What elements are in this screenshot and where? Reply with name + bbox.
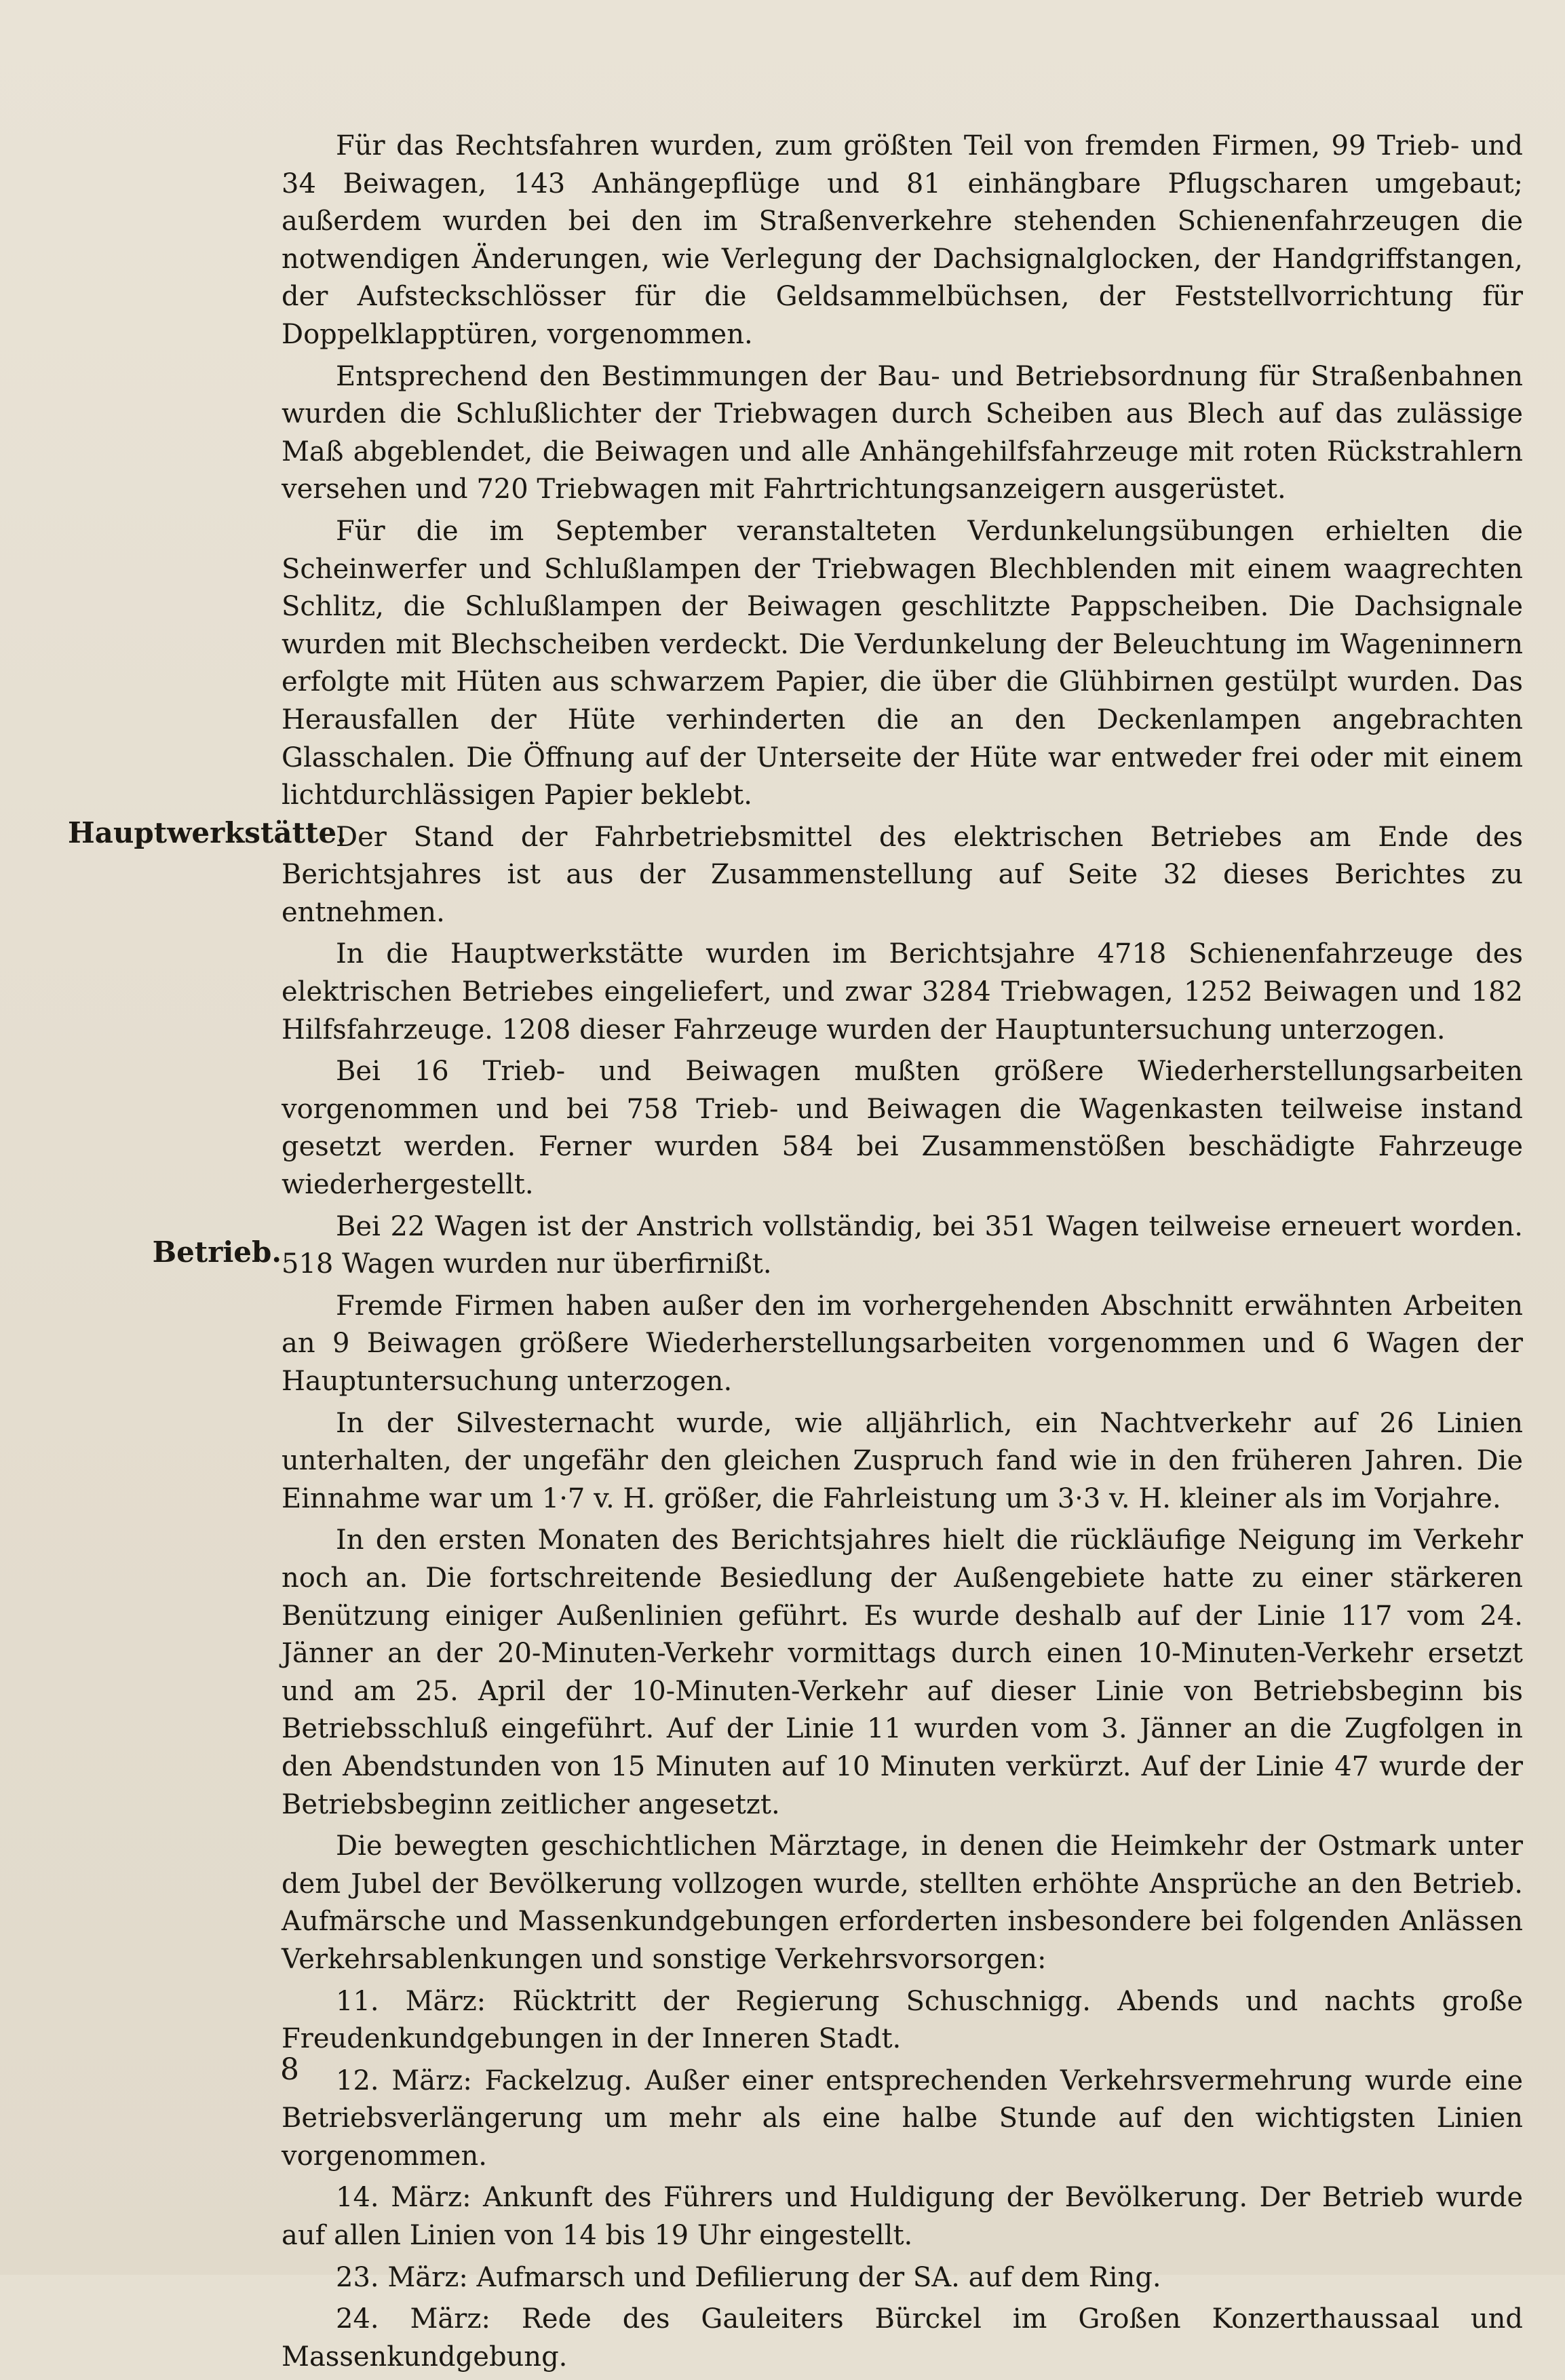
main-text bbox=[282, 128, 1523, 2380]
paragraph-stand-fahrbetriebsmittel: Der Stand der Fahrbetriebsmittel des elektrischen Betriebes am Ende des Berichtsjahres ist aus der Zusammenstellung auf Seite 32 dieses Berichtes zu entnehmen. bbox=[282, 821, 1523, 928]
sidenote-betrieb: Betrieb. bbox=[152, 1235, 282, 1269]
sidenote-hauptwerkstaette: Hauptwerkstätte. bbox=[68, 816, 347, 849]
paragraph-wiederherstellung: Bei 16 Trieb- und Beiwagen mußten größere Wiederherstellungsarbeiten vorgenommen und bei 758 Trieb- und Beiwagen die Wagenkasten teilweise instand gesetzt werden. Ferner wurden 584 bei Zusammenstößen beschädigte Fahrzeuge wiederhergestellt. bbox=[282, 1056, 1523, 1201]
list-item-23-maerz: 23. März: Aufmarsch und Defilierung der SA. auf dem Ring. bbox=[336, 2261, 1161, 2293]
paragraph-verkehr: In den ersten Monaten des Berichtsjahres hielt die rückläufige Neigung im Verkehr noch an. Die fortschreitende Besiedlung der Außengebiete hatte zu einer stärkeren Benützung einiger Außenlinien geführt. Es wurde deshalb auf der Linie 117 vom 24. Jänner an der 20-Minuten-Verkehr vormittags durch einen 10-Minuten-Verkehr ersetzt und am 25. April der 10-Minuten-Verkehr auf dieser Linie von Betriebsbeginn bis Betriebsschluß eingeführt. Auf der Linie 11 wurden vom 3. Jänner an die Zugfolgen in den Abendstunden von 15 Minuten auf 10 Minuten verkürzt. Auf der Linie 47 wurde der Betriebsbeginn zeitlicher angesetzt. bbox=[282, 1524, 1523, 1820]
paragraph-anstrich: Bei 22 Wagen ist der Anstrich vollständig, bei 351 Wagen teilweise erneuert worden. 518 Wagen wurden nur überfirnißt. bbox=[282, 1210, 1523, 1280]
paragraph-rechtsfahren: Für das Rechtsfahren wurden, zum größten Teil von fremden Firmen, 99 Trieb- und 34 Beiwagen, 143 Anhängepflüge und 81 einhängbare Pflugscharen umgebaut; außerdem wurden bei den im Straßenverkehre stehenden Schienenfahrzeugen die notwendigen Änderungen, wie Verlegung der Dachsignalglocken, der Handgriffstangen, der Aufsteckschlösser für die Geldsammelbüchsen, der Feststellvorrichtung für Doppelklapptüren, vorgenommen. bbox=[282, 130, 1523, 350]
list-item-24-maerz: 24. März: Rede des Gauleiters Bürckel im Großen Konzerthaussaal und Massenkundgebung. bbox=[282, 2303, 1523, 2373]
paragraph-verdunkelung: Für die im September veranstalteten Verdunkelungsübungen erhielten die Scheinwerfer und Schlußlampen der Triebwagen Blechblenden mit einem waagrechten Schlitz, die Schlußlampen der Beiwagen geschlitzte Pappscheiben. Die Dachsignale wurden mit Blechscheiben verdeckt. Die Verdunkelung der Beleuchtung im Wageninnern erfolgte mit Hüten aus schwarzem Papier, die über die Glühbirnen gestülpt wurden. Das Herausfallen der Hüte verhinderten die an den Deckenlampen angebrachten Glasschalen. Die Öffnung auf der Unterseite der Hüte war entweder frei oder mit einem lichtdurchlässigen Papier beklebt. bbox=[282, 515, 1523, 811]
list-item-14-maerz: 14. März: Ankunft des Führers und Huldigung der Bevölkerung. Der Betrieb wurde auf allen Linien von 14 bis 19 Uhr eingestellt. bbox=[282, 2182, 1523, 2252]
paragraph-silvesternacht: In der Silvesternacht wurde, wie alljährlich, ein Nachtverkehr auf 26 Linien unterhalten, der ungefähr den gleichen Zuspruch fand wie in den früheren Jahren. Die Einnahme war um 1·7 v. H. größer, die Fahrleistung um 3·3 v. H. kleiner als im Vorjahre. bbox=[282, 1407, 1523, 1514]
paragraph-maerztage: Die bewegten geschichtlichen Märztage, in denen die Heimkehr der Ostmark unter dem Jubel der Bevölkerung vollzogen wurde, stellten erhöhte Ansprüche an den Betrieb. Aufmärsche und Massenkundgebungen erforderten insbesondere bei folgenden Anlässen Verkehrsablenkungen und sonstige Verkehrsvorsorgen: bbox=[282, 1830, 1523, 1975]
paragraph-fremde-firmen: Fremde Firmen haben außer den im vorhergehenden Abschnitt erwähnten Arbeiten an 9 Beiwagen größere Wiederherstellungsarbeiten vorgenommen und 6 Wagen der Hauptuntersuchung unterzogen. bbox=[282, 1290, 1523, 1397]
paragraph-schlusslichter: Entsprechend den Bestimmungen der Bau- und Betriebsordnung für Straßenbahnen wurden die Schlußlichter der Triebwagen durch Scheiben aus Blech auf das zulässige Maß abgeblendet, die Beiwagen und alle Anhängehilfsfahrzeuge mit roten Rückstrahlern versehen und 720 Triebwagen mit Fahrtrichtungsanzeigern ausgerüstet. bbox=[282, 360, 1523, 505]
page-number: 8 bbox=[280, 2052, 299, 2087]
list-item-11-maerz: 11. März: Rücktritt der Regierung Schuschnigg. Abends und nachts große Freudenkundgebungen in der Inneren Stadt. bbox=[282, 1985, 1523, 2055]
paragraph-hauptwerkstaette: In die Hauptwerkstätte wurden im Berichtsjahre 4718 Schienenfahrzeuge des elektrischen Betriebes eingeliefert, und zwar 3284 Triebwagen, 1252 Beiwagen und 182 Hilfsfahrzeuge. 1208 dieser Fahrzeuge wurden der Hauptuntersuchung unterzogen. bbox=[282, 938, 1523, 1045]
list-item-12-maerz: 12. März: Fackelzug. Außer einer entsprechenden Verkehrsvermehrung wurde eine Betriebsverlängerung um mehr als eine halbe Stunde auf den wichtigsten Linien vorgenommen. bbox=[282, 2065, 1523, 2172]
